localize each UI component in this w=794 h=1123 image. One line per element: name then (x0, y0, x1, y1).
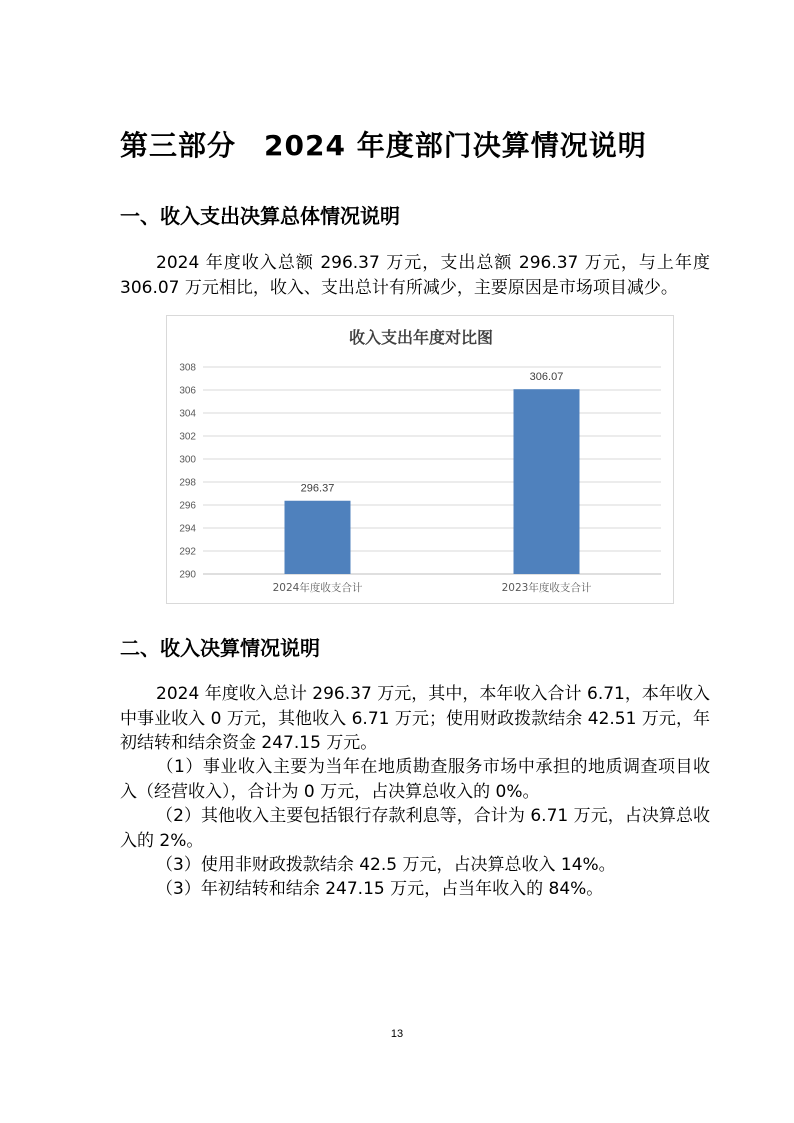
chart-y-axis (179, 363, 196, 581)
y-tick-label: 290 (179, 569, 196, 581)
y-tick-label: 306 (179, 385, 196, 397)
chart-title: 收入支出年度对比图 (348, 328, 494, 347)
bar-value-label: 296.37 (300, 482, 335, 495)
section2-paragraph-5-text: （3）年初结转和结余 247.15 万元，占当年收入的 84%。 (156, 879, 604, 899)
y-tick-label: 300 (179, 454, 196, 466)
section2-paragraph-4 (120, 853, 710, 878)
y-tick-label: 292 (179, 546, 196, 558)
x-tick-label: 2023年度收支合计 (501, 582, 592, 594)
chart-bar (514, 389, 580, 574)
section1-heading: 一、收入支出决算总体情况说明 (120, 204, 400, 228)
section2-paragraph-2-text: （1）事业收入主要为当年在地质勘查服务市场中承担的地质调查项目收入（经营收入），合计为 0 万元，占决算总收入的 0%。 (120, 757, 710, 802)
y-tick-label: 308 (179, 362, 196, 374)
section1-paragraph-text: 2024 年度收入总额 296.37 万元，支出总额 296.37 万元，与上年度 306.07 万元相比，收入、支出总计有所减少，主要原因是市场项目减少。 (120, 253, 710, 298)
y-tick-label: 302 (179, 431, 196, 443)
chart-gridlines (203, 367, 661, 574)
section2-heading: 二、收入决算情况说明 (120, 636, 320, 660)
title-main: 2024 年度部门决算情况说明 (264, 129, 647, 162)
section1-paragraph (120, 251, 710, 300)
chart-x-axis (273, 581, 592, 594)
section2-paragraph-1 (120, 682, 710, 756)
y-tick-label: 294 (179, 523, 196, 535)
y-tick-label: 304 (179, 408, 196, 420)
y-tick-label: 296 (179, 500, 196, 512)
chart-bar (285, 501, 351, 574)
y-tick-label: 298 (179, 477, 196, 489)
section2-paragraph-1-text: 2024 年度收入总计 296.37 万元，其中，本年收入合计 6.71，本年收入中事业收入 0 万元，其他收入 6.71 万元；使用财政拨款结余 42.51 万元，年初结转和结余资金 247.15 万元。 (120, 684, 710, 753)
page-title (120, 124, 647, 164)
section2-paragraph-5 (120, 877, 710, 902)
section2-paragraph-3-text: （2）其他收入主要包括银行存款利息等，合计为 6.71 万元，占决算总收入的 2%。 (120, 806, 710, 851)
section2-paragraph-3 (120, 804, 710, 853)
income-expense-chart (166, 315, 674, 604)
section2-paragraph-2 (120, 755, 710, 804)
x-tick-label: 2024年度收支合计 (272, 582, 363, 594)
section2-paragraph-4-text: （3）使用非财政拨款结余 42.5 万元，占决算总收入 14%。 (156, 855, 616, 875)
title-prefix: 第三部分 (120, 129, 237, 162)
page-number: 13 (390, 1028, 404, 1040)
chart-canvas (167, 316, 675, 605)
bar-value-label: 306.07 (529, 371, 564, 384)
